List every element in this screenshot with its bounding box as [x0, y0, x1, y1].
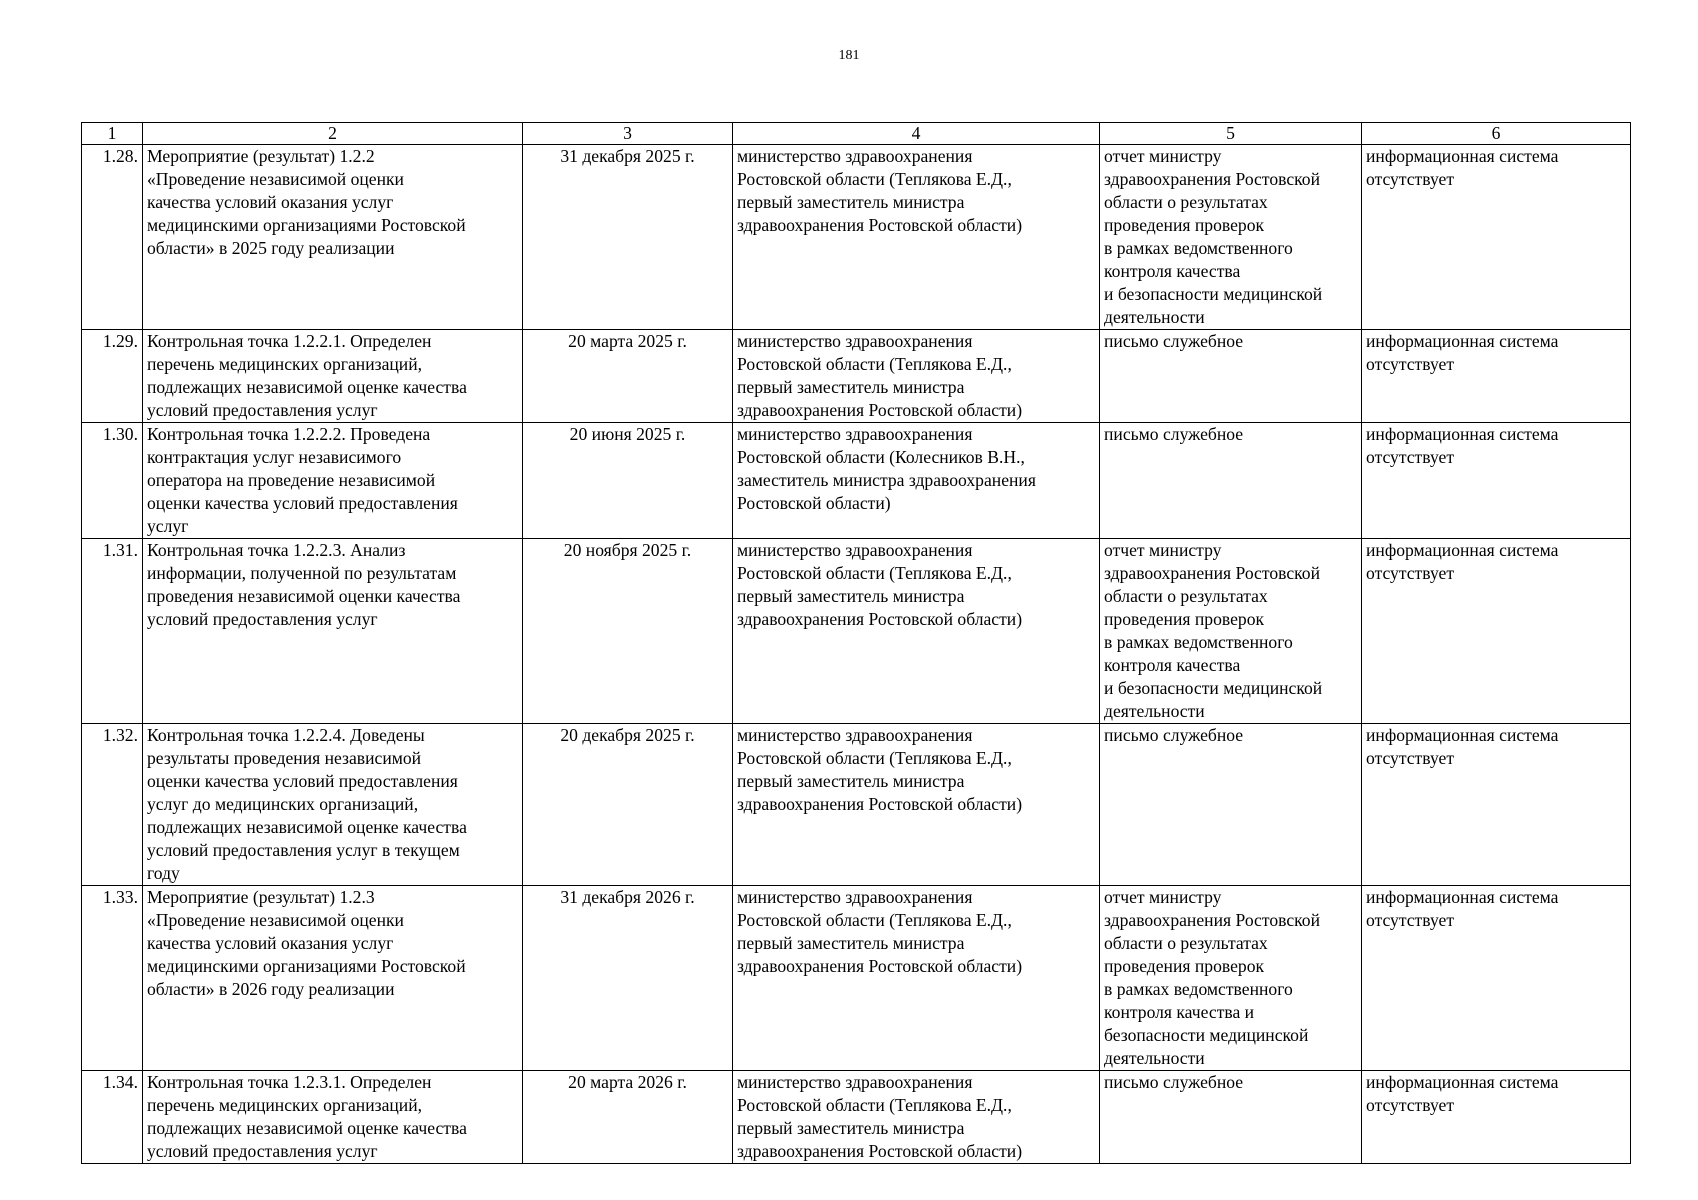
table-row — [82, 330, 1631, 423]
responsible-person: министерство здравоохранения Ростовской области (Теплякова Е.Д., первый заместитель министра здравоохранения Ростовской области) — [733, 539, 1100, 724]
deadline-date: 20 июня 2025 г. — [523, 423, 733, 539]
event-name: Контрольная точка 1.2.2.1. Определен перечень медицинских организаций, подлежащих независимой оценке качества условий предоставления услуг — [143, 330, 523, 423]
event-name: Контрольная точка 1.2.3.1. Определен перечень медицинских организаций, подлежащих независимой оценке качества условий предоставления услуг — [143, 1071, 523, 1164]
information-system: информационная система отсутствует — [1362, 724, 1631, 886]
result-document: письмо служебное — [1100, 423, 1362, 539]
column-header: 2 — [143, 123, 523, 145]
deadline-date: 20 ноября 2025 г. — [523, 539, 733, 724]
row-number: 1.33. — [82, 886, 143, 1071]
event-name: Контрольная точка 1.2.2.2. Проведена контрактация услуг независимого оператора на проведение независимой оценки качества условий предоставления услуг — [143, 423, 523, 539]
column-number-row — [82, 123, 1631, 145]
responsible-person: министерство здравоохранения Ростовской области (Теплякова Е.Д., первый заместитель министра здравоохранения Ростовской области) — [733, 724, 1100, 886]
table-row — [82, 724, 1631, 886]
result-document: отчет министру здравоохранения Ростовской области о результатах проведения проверок в рамках ведомственного контроля качества и безопасности медицинской деятельности — [1100, 539, 1362, 724]
information-system: информационная система отсутствует — [1362, 145, 1631, 330]
row-number: 1.29. — [82, 330, 143, 423]
column-header: 4 — [733, 123, 1100, 145]
information-system: информационная система отсутствует — [1362, 886, 1631, 1071]
column-header: 3 — [523, 123, 733, 145]
result-document: письмо служебное — [1100, 330, 1362, 423]
deadline-date: 20 марта 2026 г. — [523, 1071, 733, 1164]
result-document: письмо служебное — [1100, 1071, 1362, 1164]
result-document: отчет министру здравоохранения Ростовской области о результатах проведения проверок в рамках ведомственного контроля качества и безопасности медицинской деятельности — [1100, 886, 1362, 1071]
deadline-date: 31 декабря 2025 г. — [523, 145, 733, 330]
deadline-date: 20 марта 2025 г. — [523, 330, 733, 423]
table-row — [82, 539, 1631, 724]
table-row — [82, 145, 1631, 330]
result-document: письмо служебное — [1100, 724, 1362, 886]
responsible-person: министерство здравоохранения Ростовской области (Теплякова Е.Д., первый заместитель министра здравоохранения Ростовской области) — [733, 330, 1100, 423]
information-system: информационная система отсутствует — [1362, 330, 1631, 423]
deadline-date: 31 декабря 2026 г. — [523, 886, 733, 1071]
table-row — [82, 1071, 1631, 1164]
responsible-person: министерство здравоохранения Ростовской области (Теплякова Е.Д., первый заместитель министра здравоохранения Ростовской области) — [733, 145, 1100, 330]
row-number: 1.30. — [82, 423, 143, 539]
responsible-person: министерство здравоохранения Ростовской области (Теплякова Е.Д., первый заместитель министра здравоохранения Ростовской области) — [733, 1071, 1100, 1164]
event-name: Мероприятие (результат) 1.2.3 «Проведение независимой оценки качества условий оказания услуг медицинскими организациями Ростовской области» в 2026 году реализации — [143, 886, 523, 1071]
responsible-person: министерство здравоохранения Ростовской области (Колесников В.Н., заместитель министра здравоохранения Ростовской области) — [733, 423, 1100, 539]
event-name: Контрольная точка 1.2.2.3. Анализ информации, полученной по результатам проведения независимой оценки качества условий предоставления услуг — [143, 539, 523, 724]
row-number: 1.32. — [82, 724, 143, 886]
column-header: 5 — [1100, 123, 1362, 145]
page-number: 181 — [838, 48, 860, 63]
deadline-date: 20 декабря 2025 г. — [523, 724, 733, 886]
column-header: 1 — [82, 123, 143, 145]
table-row — [82, 886, 1631, 1071]
event-name: Мероприятие (результат) 1.2.2 «Проведение независимой оценки качества условий оказания услуг медицинскими организациями Ростовской области» в 2025 году реализации — [143, 145, 523, 330]
responsible-person: министерство здравоохранения Ростовской области (Теплякова Е.Д., первый заместитель министра здравоохранения Ростовской области) — [733, 886, 1100, 1071]
column-header: 6 — [1362, 123, 1631, 145]
row-number: 1.28. — [82, 145, 143, 330]
row-number: 1.34. — [82, 1071, 143, 1164]
information-system: информационная система отсутствует — [1362, 423, 1631, 539]
event-name: Контрольная точка 1.2.2.4. Доведены результаты проведения независимой оценки качества условий предоставления услуг до медицинских организаций, подлежащих независимой оценке качества условий предоставления услуг в текущем году — [143, 724, 523, 886]
information-system: информационная система отсутствует — [1362, 1071, 1631, 1164]
row-number: 1.31. — [82, 539, 143, 724]
information-system: информационная система отсутствует — [1362, 539, 1631, 724]
control-points-table — [81, 122, 1631, 1164]
table-row — [82, 423, 1631, 539]
result-document: отчет министру здравоохранения Ростовской области о результатах проведения проверок в рамках ведомственного контроля качества и безопасности медицинской деятельности — [1100, 145, 1362, 330]
